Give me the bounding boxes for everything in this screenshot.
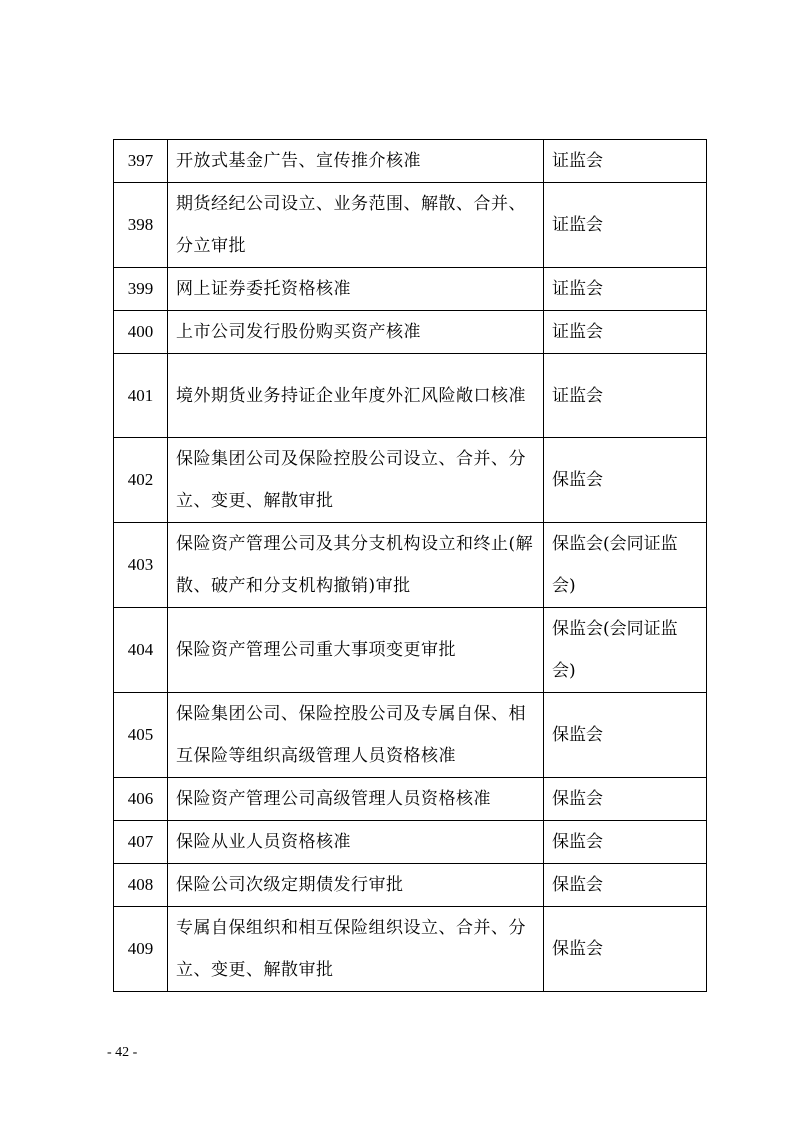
table-row (114, 183, 707, 268)
department: 保监会(会同证监会) (544, 523, 707, 608)
table-row (114, 438, 707, 523)
table-row (114, 608, 707, 693)
approval-items-table (113, 139, 707, 992)
table-row (114, 523, 707, 608)
row-number: 398 (114, 183, 168, 268)
department: 证监会 (544, 354, 707, 438)
department: 保监会 (544, 907, 707, 992)
table-row (114, 778, 707, 821)
approval-item: 开放式基金广告、宣传推介核准 (168, 140, 544, 183)
approval-item: 期货经纪公司设立、业务范围、解散、合并、分立审批 (168, 183, 544, 268)
approval-item: 保险资产管理公司重大事项变更审批 (168, 608, 544, 693)
row-number: 400 (114, 311, 168, 354)
department: 保监会 (544, 821, 707, 864)
table-row (114, 864, 707, 907)
row-number: 403 (114, 523, 168, 608)
approval-item: 保险集团公司、保险控股公司及专属自保、相互保险等组织高级管理人员资格核准 (168, 693, 544, 778)
approval-item: 保险资产管理公司及其分支机构设立和终止(解散、破产和分支机构撤销)审批 (168, 523, 544, 608)
approval-item: 保险公司次级定期债发行审批 (168, 864, 544, 907)
table-row (114, 268, 707, 311)
table-row (114, 907, 707, 992)
row-number: 407 (114, 821, 168, 864)
approval-item: 保险集团公司及保险控股公司设立、合并、分立、变更、解散审批 (168, 438, 544, 523)
table-row (114, 821, 707, 864)
department: 保监会 (544, 693, 707, 778)
department: 证监会 (544, 311, 707, 354)
row-number: 402 (114, 438, 168, 523)
table-row (114, 311, 707, 354)
department: 保监会 (544, 438, 707, 523)
page-number: - 42 - (107, 1045, 138, 1060)
department: 证监会 (544, 268, 707, 311)
department: 保监会 (544, 864, 707, 907)
row-number: 404 (114, 608, 168, 693)
department: 保监会(会同证监会) (544, 608, 707, 693)
row-number: 405 (114, 693, 168, 778)
department: 证监会 (544, 140, 707, 183)
row-number: 408 (114, 864, 168, 907)
row-number: 397 (114, 140, 168, 183)
approval-item: 保险从业人员资格核准 (168, 821, 544, 864)
table-row (114, 693, 707, 778)
approval-item: 上市公司发行股份购买资产核准 (168, 311, 544, 354)
row-number: 401 (114, 354, 168, 438)
row-number: 399 (114, 268, 168, 311)
approval-item: 保险资产管理公司高级管理人员资格核准 (168, 778, 544, 821)
approval-item: 专属自保组织和相互保险组织设立、合并、分立、变更、解散审批 (168, 907, 544, 992)
approval-item: 网上证券委托资格核准 (168, 268, 544, 311)
department: 证监会 (544, 183, 707, 268)
approval-item: 境外期货业务持证企业年度外汇风险敞口核准 (168, 354, 544, 438)
table-row (114, 354, 707, 438)
table-row (114, 140, 707, 183)
department: 保监会 (544, 778, 707, 821)
row-number: 406 (114, 778, 168, 821)
row-number: 409 (114, 907, 168, 992)
